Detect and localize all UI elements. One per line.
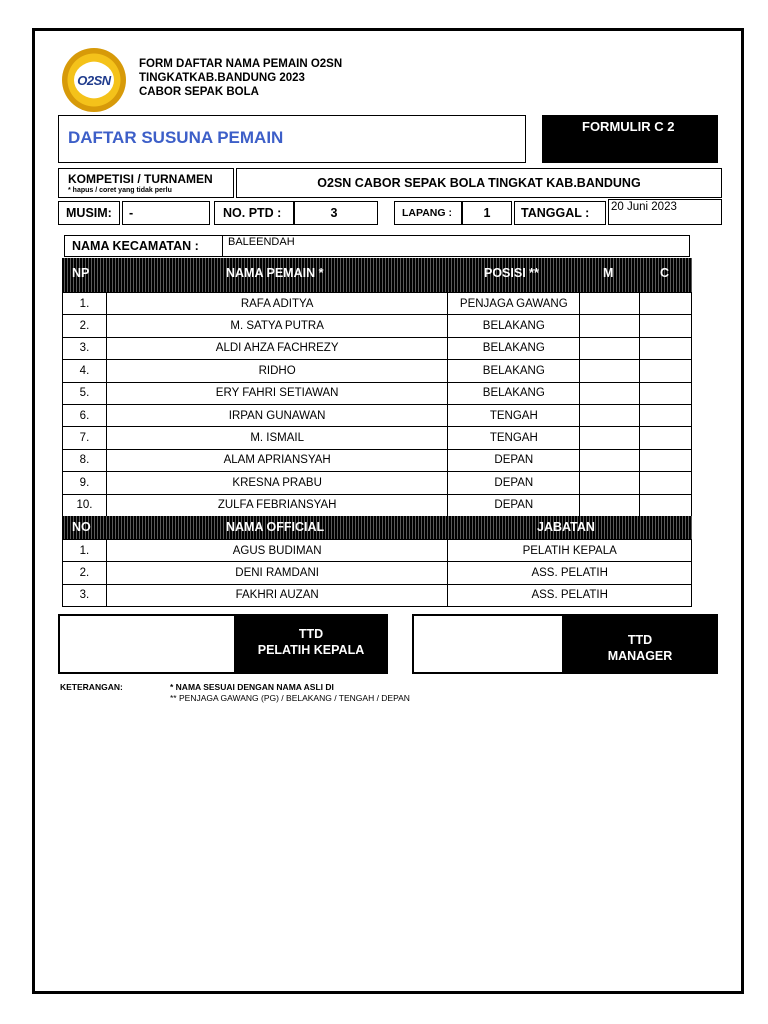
player-position: DEPAN — [448, 472, 580, 494]
musim-value: - — [129, 206, 134, 220]
table-row — [63, 360, 692, 382]
player-c-cell[interactable] — [640, 337, 692, 359]
ttd-pelatih-line2: PELATIH KEPALA — [257, 643, 365, 657]
ptd-value: 3 — [330, 206, 338, 220]
header-c: C — [660, 266, 670, 280]
player-no: 10. — [63, 494, 107, 516]
player-c-cell[interactable] — [640, 360, 692, 382]
table-row — [63, 449, 692, 471]
header-official-no: NO — [72, 520, 91, 534]
player-position: BELAKANG — [448, 382, 580, 404]
player-name: M. SATYA PUTRA — [106, 315, 447, 337]
officials-header — [62, 516, 692, 540]
formulir-badge — [542, 115, 718, 163]
kompetisi-note: * hapus / coret yang tidak perlu — [68, 187, 172, 194]
player-name: ALAM APRIANSYAH — [106, 449, 447, 471]
player-c-cell[interactable] — [640, 449, 692, 471]
player-m-cell[interactable] — [580, 427, 640, 449]
official-no: 1. — [63, 540, 107, 562]
player-position: BELAKANG — [448, 360, 580, 382]
player-no: 5. — [63, 382, 107, 404]
table-row — [63, 540, 692, 562]
player-c-cell[interactable] — [640, 382, 692, 404]
player-position: BELAKANG — [448, 337, 580, 359]
player-c-cell[interactable] — [640, 427, 692, 449]
player-m-cell[interactable] — [580, 404, 640, 426]
o2sn-logo — [62, 48, 126, 112]
player-no: 9. — [63, 472, 107, 494]
player-no: 2. — [63, 315, 107, 337]
header-m: M — [603, 266, 614, 280]
player-no: 7. — [63, 427, 107, 449]
keterangan-note-1: * NAMA SESUAI DENGAN NAMA ASLI DI — [170, 682, 334, 692]
keterangan-label: KETERANGAN: — [60, 682, 123, 692]
player-m-cell[interactable] — [580, 293, 640, 315]
player-m-cell[interactable] — [580, 382, 640, 404]
ttd-pelatih-label — [234, 614, 388, 674]
header-line-2: TINGKATKAB.BANDUNG 2023 — [139, 72, 305, 84]
table-row — [63, 315, 692, 337]
header-jabatan: JABATAN — [537, 520, 595, 534]
table-row — [63, 427, 692, 449]
page-title: DAFTAR SUSUNA PEMAIN — [68, 128, 284, 147]
ttd-manager-line2: MANAGER — [607, 649, 673, 663]
player-m-cell[interactable] — [580, 472, 640, 494]
table-row — [63, 382, 692, 404]
player-position: BELAKANG — [448, 315, 580, 337]
player-m-cell[interactable] — [580, 360, 640, 382]
official-no: 3. — [63, 584, 107, 606]
header-posisi: POSISI ** — [484, 266, 539, 280]
header-no: NP — [72, 266, 90, 280]
kompetisi-value: O2SN CABOR SEPAK BOLA TINGKAT KAB.BANDUNG — [317, 176, 641, 190]
musim-label: MUSIM: — [66, 206, 112, 220]
player-m-cell[interactable] — [580, 315, 640, 337]
keterangan-note-2: ** PENJAGA GAWANG (PG) / BELAKANG / TENGAH / DEPAN — [170, 693, 410, 703]
table-row — [63, 404, 692, 426]
kompetisi-label: KOMPETISI / TURNAMEN — [68, 172, 213, 186]
player-name: ALDI AHZA FACHREZY — [106, 337, 447, 359]
officials-table — [62, 539, 692, 607]
player-m-cell[interactable] — [580, 337, 640, 359]
tanggal-value: 20 Juni 2023 — [611, 201, 677, 213]
player-c-cell[interactable] — [640, 494, 692, 516]
player-no: 4. — [63, 360, 107, 382]
player-position: TENGAH — [448, 404, 580, 426]
player-no: 6. — [63, 404, 107, 426]
official-no: 2. — [63, 562, 107, 584]
kecamatan-value: BALEENDAH — [228, 236, 295, 248]
player-c-cell[interactable] — [640, 472, 692, 494]
formulir-label: FORMULIR C 2 — [582, 119, 675, 134]
player-position: PENJAGA GAWANG — [448, 293, 580, 315]
lapang-label: LAPANG : — [402, 207, 452, 219]
kecamatan-label: NAMA KECAMATAN : — [72, 239, 199, 253]
official-name: DENI RAMDANI — [106, 562, 447, 584]
official-position: PELATIH KEPALA — [448, 540, 692, 562]
kecamatan-divider — [222, 235, 223, 257]
player-c-cell[interactable] — [640, 315, 692, 337]
ttd-manager-line1: TTD — [627, 633, 653, 647]
player-name: IRPAN GUNAWAN — [106, 404, 447, 426]
header-nama-pemain: NAMA PEMAIN * — [226, 266, 324, 280]
player-no: 1. — [63, 293, 107, 315]
table-row — [63, 562, 692, 584]
table-row — [63, 472, 692, 494]
musim-field[interactable] — [122, 201, 210, 225]
players-header — [62, 258, 692, 292]
table-row — [63, 293, 692, 315]
header-line-1: FORM DAFTAR NAMA PEMAIN O2SN — [139, 58, 343, 70]
form-header — [139, 57, 342, 99]
ptd-label: NO. PTD : — [223, 206, 282, 220]
table-row — [63, 584, 692, 606]
player-name: RAFA ADITYA — [106, 293, 447, 315]
player-name: RIDHO — [106, 360, 447, 382]
player-name: M. ISMAIL — [106, 427, 447, 449]
player-m-cell[interactable] — [580, 449, 640, 471]
player-name: KRESNA PRABU — [106, 472, 447, 494]
player-position: DEPAN — [448, 449, 580, 471]
official-name: AGUS BUDIMAN — [106, 540, 447, 562]
table-row — [63, 494, 692, 516]
player-c-cell[interactable] — [640, 293, 692, 315]
header-line-3: CABOR SEPAK BOLA — [139, 86, 259, 98]
lapang-value: 1 — [483, 206, 491, 220]
official-position: ASS. PELATIH — [448, 584, 692, 606]
player-position: TENGAH — [448, 427, 580, 449]
player-no: 8. — [63, 449, 107, 471]
official-name: FAKHRI AUZAN — [106, 584, 447, 606]
players-table — [62, 292, 692, 517]
official-position: ASS. PELATIH — [448, 562, 692, 584]
ttd-pelatih-line1: TTD — [298, 627, 324, 641]
player-position: DEPAN — [448, 494, 580, 516]
player-c-cell[interactable] — [640, 404, 692, 426]
ttd-manager-label — [562, 614, 718, 674]
table-row — [63, 337, 692, 359]
player-name: ZULFA FEBRIANSYAH — [106, 494, 447, 516]
logo-text: O2SN — [77, 72, 111, 88]
header-nama-official: NAMA OFFICIAL — [226, 520, 325, 534]
player-name: ERY FAHRI SETIAWAN — [106, 382, 447, 404]
player-m-cell[interactable] — [580, 494, 640, 516]
tanggal-label: TANGGAL : — [521, 206, 590, 220]
player-no: 3. — [63, 337, 107, 359]
